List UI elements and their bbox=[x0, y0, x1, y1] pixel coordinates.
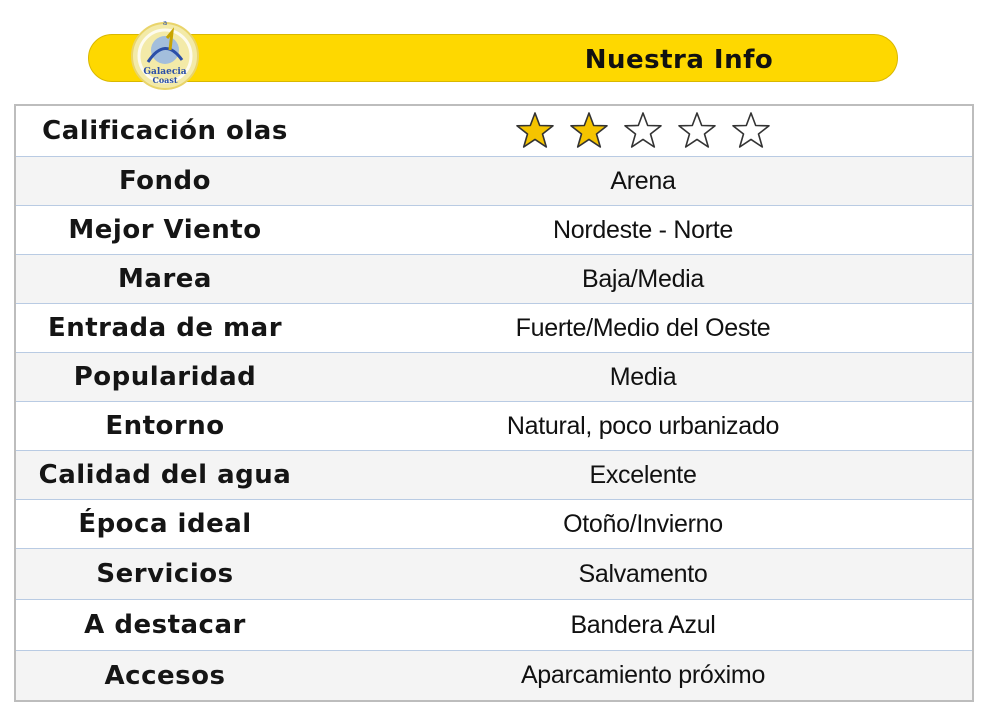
table-row bbox=[16, 206, 972, 255]
table-row bbox=[16, 255, 972, 304]
row-value: Salvamento bbox=[578, 559, 708, 588]
star-filled-icon bbox=[515, 111, 555, 151]
logo-text-line2: Coast bbox=[152, 75, 178, 85]
svg-text:a: a bbox=[162, 19, 168, 27]
row-label: Entrada de mar bbox=[47, 313, 283, 343]
row-label: A destacar bbox=[84, 610, 246, 640]
row-value: Arena bbox=[610, 166, 676, 195]
table-row bbox=[16, 402, 972, 451]
row-value: Bandera Azul bbox=[570, 610, 716, 639]
table-row bbox=[16, 451, 972, 500]
wave-rating-stars bbox=[314, 111, 972, 151]
row-value: Media bbox=[609, 362, 677, 391]
row-label: Servicios bbox=[96, 559, 234, 589]
table-row bbox=[16, 500, 972, 549]
star-empty-icon bbox=[677, 111, 717, 151]
row-label: Mejor Viento bbox=[68, 215, 262, 245]
info-table bbox=[14, 104, 974, 702]
row-label: Accesos bbox=[104, 660, 226, 691]
row-value: Aparcamiento próximo bbox=[520, 661, 766, 689]
logo-text-line1: Galaecia bbox=[143, 67, 187, 77]
page-title: Nuestra Info bbox=[584, 45, 774, 75]
star-empty-icon bbox=[731, 111, 771, 151]
row-value: Nordeste - Norte bbox=[553, 215, 733, 244]
row-label: Entorno bbox=[105, 411, 225, 441]
row-value: Baja/Media bbox=[581, 264, 705, 293]
table-row-rating bbox=[16, 106, 972, 157]
table-row bbox=[16, 651, 972, 700]
table-row bbox=[16, 304, 972, 353]
row-label: Marea bbox=[118, 264, 212, 294]
row-label: Calidad del agua bbox=[38, 460, 292, 490]
star-filled-icon bbox=[569, 111, 609, 151]
row-value: Natural, poco urbanizado bbox=[506, 411, 780, 440]
galaecia-coast-logo bbox=[120, 16, 210, 90]
row-label: Popularidad bbox=[73, 362, 257, 392]
table-row bbox=[16, 157, 972, 206]
row-value: Fuerte/Medio del Oeste bbox=[515, 313, 771, 342]
rating-label: Calificación olas bbox=[42, 116, 288, 146]
table-row bbox=[16, 600, 972, 651]
row-value: Otoño/Invierno bbox=[563, 509, 723, 538]
row-value: Excelente bbox=[589, 460, 697, 489]
table-row bbox=[16, 353, 972, 402]
table-row bbox=[16, 549, 972, 600]
row-label: Fondo bbox=[118, 166, 212, 196]
star-empty-icon bbox=[623, 111, 663, 151]
row-label: Época ideal bbox=[78, 509, 252, 539]
